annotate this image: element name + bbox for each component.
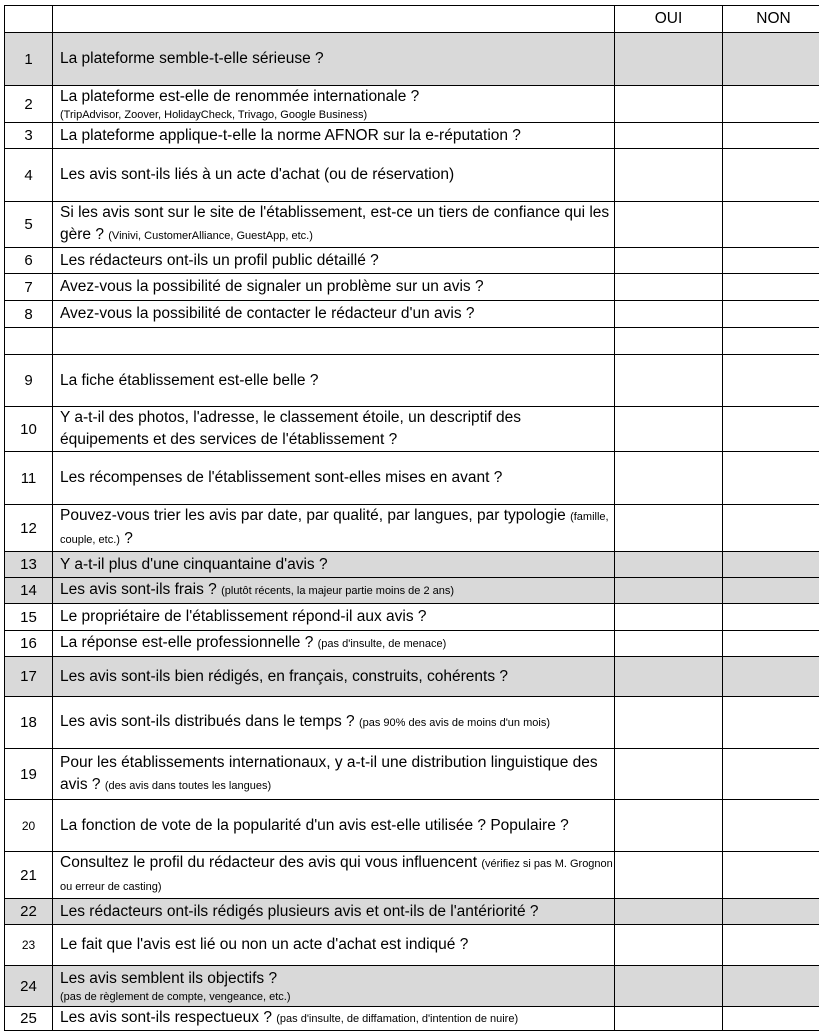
oui-answer-cell[interactable] bbox=[615, 33, 723, 86]
non-answer-cell[interactable] bbox=[723, 800, 819, 852]
table-row bbox=[5, 505, 819, 552]
table-row bbox=[5, 301, 819, 328]
table-row bbox=[5, 452, 819, 505]
oui-answer-cell[interactable] bbox=[615, 355, 723, 407]
row-number: 3 bbox=[5, 123, 53, 149]
oui-answer-cell[interactable] bbox=[615, 202, 723, 248]
question-text: Avez-vous la possibilité de signaler un problème sur un avis ? bbox=[60, 278, 484, 295]
question-note: (pas d'insulte, de diffamation, d'intention de nuire) bbox=[276, 1013, 518, 1025]
question-text: Les avis semblent ils objectifs ? bbox=[60, 970, 277, 987]
table-row bbox=[5, 328, 819, 355]
question-text: Y a-t-il des photos, l'adresse, le classement étoile, un descriptif des équipements et des services de l'établissement ? bbox=[60, 409, 521, 448]
question-text: La plateforme applique-t-elle la norme AFNOR sur la e-réputation ? bbox=[60, 127, 521, 144]
question-cell bbox=[53, 202, 615, 248]
row-number: 10 bbox=[5, 407, 53, 452]
non-answer-cell[interactable] bbox=[723, 123, 819, 149]
question-cell bbox=[53, 505, 615, 552]
question-cell bbox=[53, 274, 615, 301]
question-text: La plateforme semble-t-elle sérieuse ? bbox=[60, 50, 324, 67]
table-row bbox=[5, 552, 819, 578]
question-note: (des avis dans toutes les langues) bbox=[105, 780, 271, 792]
question-text: Si les avis sont sur le site de l'établissement, est-ce un tiers de confiance qui les gère ? bbox=[60, 204, 609, 243]
oui-answer-cell[interactable] bbox=[615, 604, 723, 631]
row-number: 18 bbox=[5, 697, 53, 749]
oui-answer-cell[interactable] bbox=[615, 552, 723, 578]
row-number: 19 bbox=[5, 749, 53, 800]
non-answer-cell[interactable] bbox=[723, 657, 819, 697]
question-note: (vérifiez si pas M. Grognon ou erreur de casting) bbox=[60, 858, 613, 893]
oui-answer-cell[interactable] bbox=[615, 657, 723, 697]
row-number: 5 bbox=[5, 202, 53, 248]
row-number: 13 bbox=[5, 552, 53, 578]
question-cell bbox=[53, 149, 615, 202]
question-tail: ? bbox=[120, 530, 133, 547]
header-num-cell bbox=[5, 6, 53, 33]
header-row bbox=[5, 6, 819, 33]
question-text: La plateforme est-elle de renommée internationale ? bbox=[60, 88, 419, 105]
non-answer-cell[interactable] bbox=[723, 749, 819, 800]
oui-answer-cell[interactable] bbox=[615, 123, 723, 149]
oui-answer-cell[interactable] bbox=[615, 578, 723, 604]
question-text: Les récompenses de l'établissement sont-elles mises en avant ? bbox=[60, 469, 502, 486]
table-row bbox=[5, 578, 819, 604]
non-answer-cell[interactable] bbox=[723, 552, 819, 578]
table-row bbox=[5, 925, 819, 966]
question-cell bbox=[53, 33, 615, 86]
non-answer-cell[interactable] bbox=[723, 274, 819, 301]
question-cell bbox=[53, 925, 615, 966]
question-cell bbox=[53, 407, 615, 452]
row-number: 4 bbox=[5, 149, 53, 202]
question-text: La fiche établissement est-elle belle ? bbox=[60, 372, 318, 389]
oui-answer-cell[interactable] bbox=[615, 899, 723, 925]
non-answer-cell[interactable] bbox=[723, 202, 819, 248]
table-row bbox=[5, 852, 819, 899]
oui-answer-cell[interactable] bbox=[615, 452, 723, 505]
question-note: (pas d'insulte, de menace) bbox=[318, 638, 447, 650]
oui-answer-cell[interactable] bbox=[615, 966, 723, 1007]
non-answer-cell[interactable] bbox=[723, 407, 819, 452]
table-row bbox=[5, 966, 819, 1007]
oui-answer-cell[interactable] bbox=[615, 800, 723, 852]
row-number: 23 bbox=[5, 925, 53, 966]
row-number: 12 bbox=[5, 505, 53, 552]
row-number bbox=[5, 328, 53, 355]
oui-answer-cell[interactable] bbox=[615, 505, 723, 552]
table-row bbox=[5, 86, 819, 123]
header-oui: OUI bbox=[615, 6, 723, 33]
question-text: Les avis sont-ils frais ? bbox=[60, 581, 217, 598]
question-note: (Vinivi, CustomerAlliance, GuestApp, etc.) bbox=[108, 230, 313, 242]
oui-answer-cell[interactable] bbox=[615, 749, 723, 800]
question-text: Les avis sont-ils bien rédigés, en français, construits, cohérents ? bbox=[60, 668, 508, 685]
non-answer-cell[interactable] bbox=[723, 301, 819, 328]
row-number: 1 bbox=[5, 33, 53, 86]
question-text: Les avis sont-ils liés à un acte d'achat (ou de réservation) bbox=[60, 166, 454, 183]
table-row bbox=[5, 123, 819, 149]
oui-answer-cell[interactable] bbox=[615, 925, 723, 966]
oui-answer-cell[interactable] bbox=[615, 1007, 723, 1031]
table-row bbox=[5, 899, 819, 925]
non-answer-cell[interactable] bbox=[723, 86, 819, 123]
row-number: 2 bbox=[5, 86, 53, 123]
non-answer-cell[interactable] bbox=[723, 505, 819, 552]
non-answer-cell[interactable] bbox=[723, 149, 819, 202]
non-answer-cell[interactable] bbox=[723, 248, 819, 274]
question-text: Pouvez-vous trier les avis par date, par qualité, par langues, par typologie bbox=[60, 507, 566, 524]
row-number: 17 bbox=[5, 657, 53, 697]
question-text: Avez-vous la possibilité de contacter le rédacteur d'un avis ? bbox=[60, 305, 475, 322]
row-number: 25 bbox=[5, 1007, 53, 1031]
question-cell bbox=[53, 301, 615, 328]
question-note: (famille, couple, etc.) bbox=[60, 511, 609, 546]
oui-answer-cell[interactable] bbox=[615, 301, 723, 328]
question-cell bbox=[53, 631, 615, 657]
header-question-cell bbox=[53, 6, 615, 33]
non-answer-cell[interactable] bbox=[723, 33, 819, 86]
question-cell bbox=[53, 578, 615, 604]
question-text: Les avis sont-ils respectueux ? bbox=[60, 1009, 272, 1026]
question-note: (plutôt récents, la majeur partie moins de 2 ans) bbox=[221, 585, 454, 597]
question-cell bbox=[53, 328, 615, 355]
table-row bbox=[5, 274, 819, 301]
question-text: Les rédacteurs ont-ils un profil public détaillé ? bbox=[60, 252, 379, 269]
question-note: (pas 90% des avis de moins d'un mois) bbox=[359, 717, 550, 729]
non-answer-cell[interactable] bbox=[723, 578, 819, 604]
row-number: 15 bbox=[5, 604, 53, 631]
question-text: Le fait que l'avis est lié ou non un acte d'achat est indiqué ? bbox=[60, 936, 468, 953]
question-cell bbox=[53, 452, 615, 505]
checklist-body bbox=[5, 6, 819, 1031]
table-row bbox=[5, 355, 819, 407]
question-text: Le propriétaire de l'établissement répond-il aux avis ? bbox=[60, 608, 427, 625]
non-answer-cell[interactable] bbox=[723, 697, 819, 749]
non-answer-cell[interactable] bbox=[723, 355, 819, 407]
question-cell bbox=[53, 123, 615, 149]
non-answer-cell[interactable] bbox=[723, 925, 819, 966]
oui-answer-cell[interactable] bbox=[615, 407, 723, 452]
question-text: Les avis sont-ils distribués dans le temps ? bbox=[60, 713, 355, 730]
non-answer-cell[interactable] bbox=[723, 328, 819, 355]
row-number: 6 bbox=[5, 248, 53, 274]
question-cell bbox=[53, 355, 615, 407]
question-text: Pour les établissements internationaux, y a-t-il une distribution linguistique des avis ? bbox=[60, 754, 598, 793]
question-note: (pas de règlement de compte, vengeance, etc.) bbox=[60, 990, 614, 1004]
question-cell bbox=[53, 749, 615, 800]
row-number: 21 bbox=[5, 852, 53, 899]
table-row bbox=[5, 800, 819, 852]
non-answer-cell[interactable] bbox=[723, 966, 819, 1007]
table-row bbox=[5, 248, 819, 274]
non-answer-cell[interactable] bbox=[723, 631, 819, 657]
question-note: (TripAdvisor, Zoover, HolidayCheck, Trivago, Google Business) bbox=[60, 108, 614, 122]
oui-answer-cell[interactable] bbox=[615, 697, 723, 749]
question-cell bbox=[53, 604, 615, 631]
question-cell bbox=[53, 552, 615, 578]
header-non: NON bbox=[723, 6, 819, 33]
row-number: 11 bbox=[5, 452, 53, 505]
question-cell bbox=[53, 86, 615, 123]
oui-answer-cell[interactable] bbox=[615, 248, 723, 274]
oui-answer-cell[interactable] bbox=[615, 149, 723, 202]
question-cell bbox=[53, 697, 615, 749]
row-number: 16 bbox=[5, 631, 53, 657]
row-number: 20 bbox=[5, 800, 53, 852]
table-row bbox=[5, 1007, 819, 1031]
row-number: 9 bbox=[5, 355, 53, 407]
table-row bbox=[5, 407, 819, 452]
non-answer-cell[interactable] bbox=[723, 1007, 819, 1031]
row-number: 22 bbox=[5, 899, 53, 925]
oui-answer-cell[interactable] bbox=[615, 328, 723, 355]
non-answer-cell[interactable] bbox=[723, 899, 819, 925]
table-row bbox=[5, 149, 819, 202]
question-text: Consultez le profil du rédacteur des avis qui vous influencent bbox=[60, 854, 477, 871]
table-row bbox=[5, 33, 819, 86]
oui-answer-cell[interactable] bbox=[615, 274, 723, 301]
question-cell bbox=[53, 248, 615, 274]
table-row bbox=[5, 202, 819, 248]
question-cell bbox=[53, 899, 615, 925]
question-text: Y a-t-il plus d'une cinquantaine d'avis ? bbox=[60, 556, 328, 573]
table-row bbox=[5, 749, 819, 800]
question-cell bbox=[53, 657, 615, 697]
table-row bbox=[5, 631, 819, 657]
table-row bbox=[5, 657, 819, 697]
row-number: 14 bbox=[5, 578, 53, 604]
non-answer-cell[interactable] bbox=[723, 604, 819, 631]
row-number: 24 bbox=[5, 966, 53, 1007]
row-number: 8 bbox=[5, 301, 53, 328]
row-number: 7 bbox=[5, 274, 53, 301]
question-cell bbox=[53, 1007, 615, 1031]
question-text: La fonction de vote de la popularité d'un avis est-elle utilisée ? Populaire ? bbox=[60, 817, 569, 834]
non-answer-cell[interactable] bbox=[723, 852, 819, 899]
question-text: Les rédacteurs ont-ils rédigés plusieurs avis et ont-ils de l'antériorité ? bbox=[60, 903, 539, 920]
table-row bbox=[5, 604, 819, 631]
table-row bbox=[5, 697, 819, 749]
oui-answer-cell[interactable] bbox=[615, 86, 723, 123]
non-answer-cell[interactable] bbox=[723, 452, 819, 505]
oui-answer-cell[interactable] bbox=[615, 631, 723, 657]
question-cell bbox=[53, 852, 615, 899]
checklist-table bbox=[4, 5, 819, 1031]
question-text: La réponse est-elle professionnelle ? bbox=[60, 634, 313, 651]
question-cell bbox=[53, 800, 615, 852]
oui-answer-cell[interactable] bbox=[615, 852, 723, 899]
question-cell bbox=[53, 966, 615, 1007]
